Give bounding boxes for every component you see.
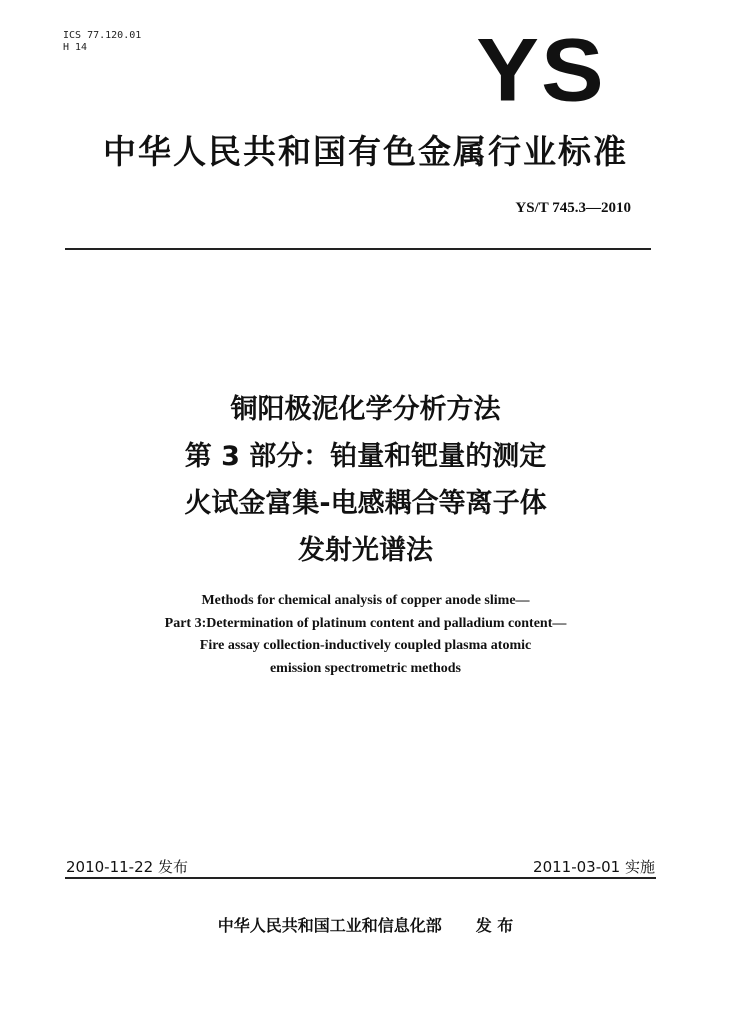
standard-number: YS/T 745.3—2010 bbox=[515, 200, 631, 216]
chinese-title bbox=[0, 386, 731, 574]
issuer-action: 发 布 bbox=[475, 916, 514, 935]
chinese-title-line: 铜阳极泥化学分析方法 bbox=[230, 394, 501, 425]
classification-codes bbox=[63, 30, 141, 54]
ics-code: ICS 77.120.01 bbox=[63, 30, 142, 41]
top-divider bbox=[65, 248, 651, 250]
ccs-code: H 14 bbox=[63, 42, 88, 53]
english-title-line: Fire assay collection-inductively coupled plasma atomic bbox=[199, 638, 532, 653]
chinese-title-line: 发射光谱法 bbox=[298, 535, 433, 566]
bottom-divider bbox=[65, 877, 656, 879]
ys-logo: YS bbox=[476, 19, 606, 119]
chinese-title-line: 火试金富集-电感耦合等离子体 bbox=[184, 488, 547, 519]
industry-standard-heading: 中华人民共和国有色金属行业标准 bbox=[103, 132, 628, 171]
english-title-line: Part 3:Determination of platinum content and palladium content— bbox=[164, 615, 567, 631]
issue-date: 2010-11-22 发布 bbox=[66, 858, 188, 876]
english-title-line: emission spectrometric methods bbox=[269, 660, 462, 676]
english-title-line: Methods for chemical analysis of copper anode slime— bbox=[201, 593, 530, 608]
chinese-title-line: 第 3 部分：铂量和钯量的测定 bbox=[184, 441, 547, 472]
issuer-name: 中华人民共和国工业和信息化部 bbox=[217, 916, 442, 935]
implementation-date: 2011-03-01 实施 bbox=[533, 858, 655, 876]
english-title bbox=[0, 590, 731, 680]
issuing-authority bbox=[0, 913, 731, 936]
